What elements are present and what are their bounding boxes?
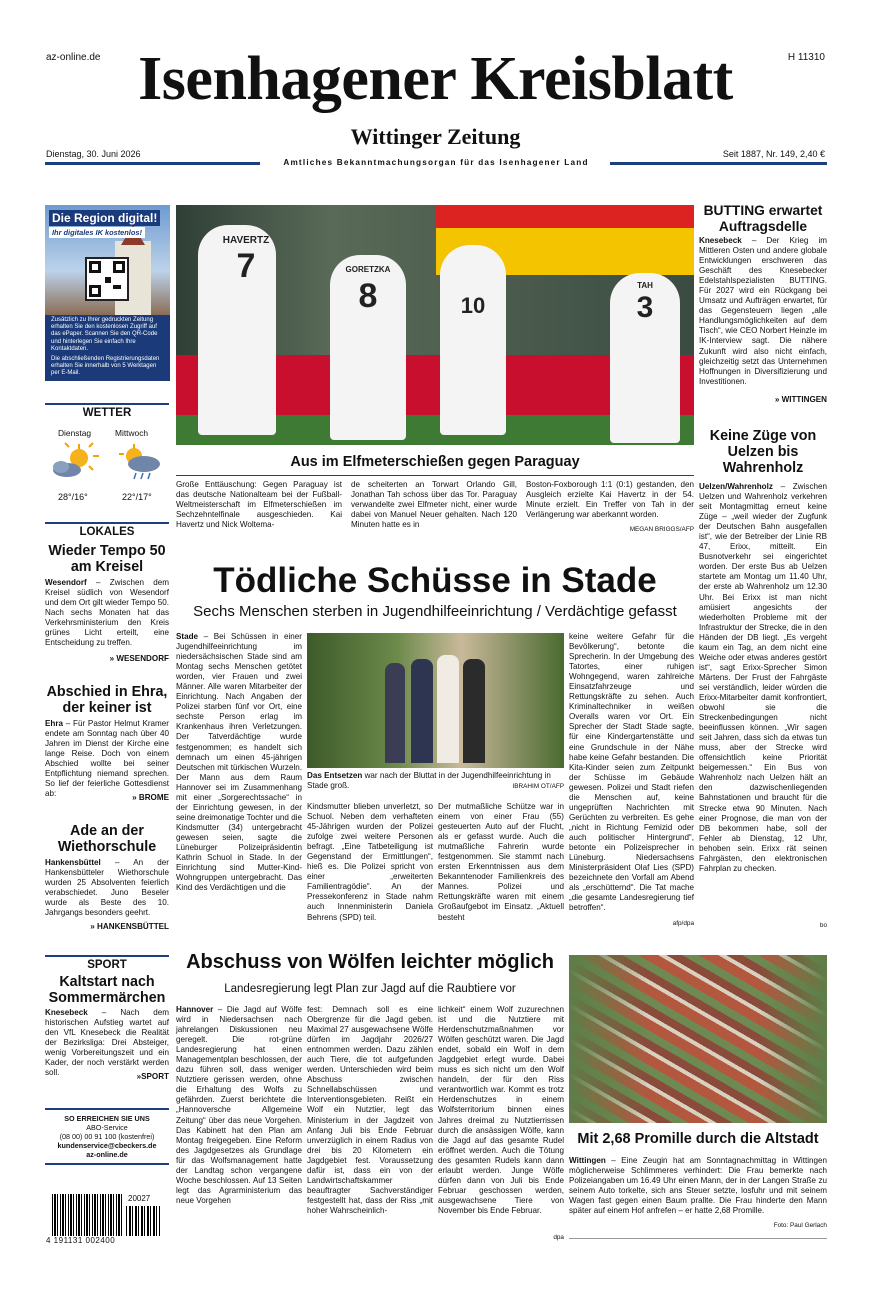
lokales-a3-title[interactable]: Ade an der Wiethorschule — [57, 823, 157, 855]
lokales-a1-body: Wesendorf – Zwischen dem Kreisel südlich von Wesendorf und dem Ort gilt wieder Tempo 50. Nach sechs Monaten hat das Verkehrsministerium den Kreis grünes Licht erteilt, eine Entscheidung zu treffen. — [45, 578, 169, 648]
lead-subheadline: Sechs Menschen sterben in Jugendhilfeeinrichtung / Verdächtige gefasst — [193, 603, 677, 620]
masthead-rule-left — [45, 162, 260, 165]
contact-phone[interactable]: (08 00) 00 91 100 (kostenfrei) — [59, 1132, 155, 1141]
right-a2-credit: bo — [819, 922, 827, 929]
jersey-number-3: 10 — [460, 293, 486, 318]
wolf-credit: dpa — [553, 1234, 564, 1241]
right-a2-title[interactable]: Keine Züge von Uelzen bis Wahrenholz — [709, 428, 817, 476]
barcode-issue: 20027 — [128, 1194, 151, 1203]
jersey-name-4: TAH — [637, 281, 653, 290]
lokales-a2-title[interactable]: Abschied in Ehra, der keiner ist — [46, 684, 168, 716]
stade-photo-credit: IBRAHIM OT/AFP — [512, 783, 564, 790]
promo-title: Die Region digital! — [49, 210, 160, 226]
contact-email[interactable]: kundenservice@cbeckers.de — [57, 1141, 157, 1150]
top-col3: Boston-Foxborough 1:1 (0:1) gestanden, den Ausgleich erzielte Kai Havertz in der 54. Minute erzielt. Ein Treffer von Tah in der Verlängerung war aberkannt worden. — [526, 480, 694, 520]
jersey-name-2: GORETZKA — [345, 265, 391, 274]
issue-date: Dienstag, 30. Juni 2026 — [46, 149, 141, 159]
partly-sunny-icon — [45, 442, 105, 482]
lokales-heading: LOKALES — [45, 522, 169, 538]
alt-credit: Foto: Paul Gerlach — [773, 1222, 827, 1229]
promo-text-1: Zusätzlich zu Ihrer gedruckten Zeitung erhalten Sie den kostenlosen Zugriff auf das ePaper. Scannen Sie den QR-Code und hinterlegen Sie einfach Ihre Kontaktdaten. — [51, 317, 158, 352]
jersey-number-2: 8 — [358, 277, 378, 315]
top-headline[interactable]: Aus im Elfmeterschießen gegen Paraguay — [290, 454, 580, 470]
site-url[interactable]: az-online.de — [46, 52, 101, 63]
right-a1-title[interactable]: BUTTING erwartet Auftragsdelle — [703, 203, 823, 234]
right-a1-body: Knesebeck – Der Krieg im Mittleren Osten und andere globale Entwicklungen erschweren das Geschäft des Knesebecker Edelstahlspezialisten BUTTING. Für 2027 wird ein Rückgang bei Umsatz und Aufträgen erwartet, für das Gegensteuern liegen „alle Handlungsmöglichkeiten auf dem Tisch“, wie CEO Norbert Heinzle im IK-Interview sagt. Die nähere Zukunft wird also nicht einfach, gleichzeitig setzt das Unternehmen Hoffnungen in Diversifizierung und Investitionen. — [699, 236, 827, 386]
lokales-a1-ref[interactable]: » WESENDORF — [109, 654, 169, 663]
lokales-a3-body: Hankensbüttel – An der Hankensbütteler Wiethorschule wurden 25 Absolventen feierlich verabschiedet. Juno Beseler wurde als Beste des 10. Jahrgangs besonders geehrt. — [45, 858, 169, 918]
sport-body: Knesebeck – Nach dem historischen Aufstieg wartet auf den VfL Knesebeck die Realität der Bezirksliga: Drei Absteiger, wenig Vorbereitungszeit und ein Kader, der noch verstärkt werden soll. — [45, 1008, 169, 1078]
sport-heading: SPORT — [45, 955, 169, 971]
weather-heading: WETTER — [45, 403, 169, 419]
top-col2: de scheiterten an Torwart Orlando Gill, Jonathan Tah schoss über das Tor. Paraguay verwandelte zwei Elfmeter nicht, einer wurde dabei von Manuel Neuer gehalten. Nach 120 Minuten hatte es in — [351, 480, 517, 530]
contact-abo: ABO-Service — [86, 1123, 128, 1132]
barcode-addon — [126, 1206, 160, 1236]
contact-heading: SO ERREICHEN SIE UNS — [64, 1114, 150, 1123]
contact-web[interactable]: az-online.de — [86, 1150, 128, 1159]
barcode-number: 4 191131 002400 — [46, 1236, 116, 1245]
lokales-a2-body: Ehra – Für Pastor Helmut Kramer endete am Sonntag nach über 40 Jahren im Dienst der Kirche eine lange Reise. Doch von einem Abschied wollte bei seiner Entpflichtung niemand sprechen. So lief der feierliche Gottesdienst ab: — [45, 719, 169, 799]
aerial-town-photo — [569, 955, 827, 1123]
showers-icon — [108, 442, 168, 482]
lead-col3: Der mutmaßliche Schütze war in einem von einer Frau (55) gesteuerten Auto auf der Flucht, als er gefasst wurde. Auch die mutmaßliche Fahrerin wurde festgenommen. Sie stammt nach ersten Erkenntnissen aus dem Bekanntenoder Familienkreis des Mannes. Polizei und Rettungskräfte waren mit einem Großaufgebot im Einsatz. „Aktuell besteht — [438, 802, 564, 922]
top-rule — [176, 475, 694, 476]
right-a2-body: Uelzen/Wahrenholz – Zwischen Uelzen und Wahrenholz verkehren seit Montagmittag erneut keine Züge – „weil wieder der Zugfunk der Deutschen Bahn ausgefallen ist“, wie der Betreiber der Linie RB 47, Erixx, mitteilt. Ein Busnotverkehr sei eingerichtet worden. Der erste Bus ab Uelzen startete am Montag um 11.40 Uhr, der erste ab Wahrenholz um 12.30 Uhr. Bei Erixx ist man nicht amüsiert angesichts der wiederholten Probleme mit der Infrastruktur der Strecke, die in den Händen der DB liegt. „Es vergeht kaum ein Tag, an dem nicht eine Weiche oder etwas anderes gestört ist“, sagt Erixx-Sprecher Simon Märtens. Der Frust der Fahrgäste sei verständlich, leider würden die Erixx-Mitarbeiter damit konfrontiert, obwohl sie die Streckenbedingungen nicht beeinflussen können. „Wir sagen seit Jahren, dass sich da etwas tun muss, aber der Strecke wird offensichtlich keine Priorität beigemessen.“ Ein Bus von Wahrenholz nach Uelzen hält an den dazwischenliegenden Bahnstationen und braucht für die Strecke etwa 90 Minuten. Nach einer Prognose, die man von der DB bekommen habe, soll der Fehler ab Dienstag, 12 Uhr, behoben sein. Erixx rät seinen Fahrgästen, den elektronischen Fahrplan zu checken. — [699, 482, 827, 873]
issue-code: H 11310 — [787, 52, 825, 63]
alt-headline[interactable]: Mit 2,68 Promille durch die Altstadt — [577, 1131, 819, 1147]
lokales-a1-title[interactable]: Wieder Tempo 50 am Kreisel — [48, 543, 166, 575]
masthead-tagline: Amtliches Bekanntmachungsorgan für das Isenhagener Land — [283, 158, 589, 167]
alt-body: Wittingen – Eine Zeugin hat am Sonntagnachmittag in Wittingen möglicherweise Schlimmeres verhindert: Die Frau bemerkte nach Polizeiangaben um 16.49 Uhr einen Mann, der in der Langen Straße zu seinem Auto torkelte, sich ans Steuer setzte, losfuhr und mit seinem Wagen fast gegen einen Baum prallte. Die Frau hinderte den Mann später auf einem Hof anfrefen – er hatte 2,68 Promille. — [569, 1156, 827, 1216]
wolf-col2: fest: Demnach soll es eine Obergrenze für die Jagd geben. Maximal 27 ausgewachsene Wölfe dürfen im Jagdjahr 2026/27 entnommen werden. Dazu zählen auch Tiere, die tot aufgefunden werden. Unterschieden wird beim Abschuss zwischen Schnellabschüssen und Interventionsgebieten. Reißt ein Wolf ein Nutztier, legt das Ministerium in der Jagdzeit von Anfang Juli bis Ende Februar unverzüglich in einem Radius von drei bis 20 Kilometern ein Jagdgebiet fest. Voraussetzung dafür ist, dass ein von der Landwirtschaftskammer beauftragter Sachverständiger festgestellt hat, dass der Riss „mit hoher Wahrscheinlich- — [307, 1005, 433, 1215]
right-a1-ref[interactable]: » WITTINGEN — [774, 395, 827, 404]
masthead-rule-right — [610, 162, 827, 165]
lead-col1: Stade – Bei Schüssen in einer Jugendhilfeeinrichtung im niedersächsischen Stade sind am Montag sechs Menschen getötet worden, vier Frauen und zwei Männer. Alle waren Mitarbeiter der Einrichtung. Nach Angaben der Polizei starben fünf vor Ort, eine sechste Person erlag im Krankenhaus ihren Verletzungen. Der Tatverdächtige wurde festgenommen; es handelt sich demnach um einen 45-jährigen Deutschen mit türkischen Wurzeln. Der Mann aus dem Raum Hannover sei im Zusammenhang mit einer „Sorgerechtssache“ in der Einrichtung gewesen, in der seine dreimonatige Tochter und die Kindsmutter (34) untergebracht gewesen seien, sagte die Lüneburger Polizeipräsidentin Kathrin Schuol in Stade. In der Einrichtung sind Mutter-Kind-Wohngruppen untergebracht. Das Kind des Verdächtigen und die — [176, 632, 302, 893]
weather-day2: Mittwoch — [115, 428, 149, 438]
epaper-promo[interactable] — [45, 205, 170, 381]
issue-edition: Seit 1887, Nr. 149, 2,40 € — [722, 149, 825, 159]
lokales-a3-ref[interactable]: » HANKENSBÜTTEL — [90, 922, 169, 931]
jersey-number-4: 3 — [636, 291, 654, 324]
promo-text-2: Die abschließenden Registrierungsdaten erhalten Sie innerhalb von 5 Werktagen per E-Mail. — [51, 356, 160, 377]
bottom-rule — [569, 1238, 827, 1239]
top-col1: Große Enttäuschung: Gegen Paraguay ist das deutsche Nationalteam bei der Fußball-Weltmeisterschaft im Elfmeterschießen im Sechzehntelfinale ausgeschieden. Kai Havertz und Nick Woltema- — [176, 480, 342, 530]
masthead-title: Isenhagener Kreisblatt — [138, 45, 733, 113]
wolf-subheadline: Landesregierung legt Plan zur Jagd auf die Raubtiere vor — [224, 983, 516, 995]
weather-temp1: 28°/16° — [58, 492, 88, 502]
barcode-main — [52, 1194, 122, 1236]
jersey-name-1: HAVERTZ — [222, 235, 270, 246]
stade-photo — [307, 633, 564, 768]
football-photo — [176, 205, 694, 445]
wolf-col3: lichkeit“ einem Wolf zuzurechnen ist und die Nutztiere mit Herdenschutzmaßnahmen vor Wölfen geschützt waren. Die Jagd endet, sobald ein Wolf in dem Jagdgebiet erlegt wurde. Dabei muss es sich nicht um den Wolf handeln, der für den Riss verantwortlich war. Kommt es trotz Herdenschutzes in einem Wolfsterritorium binnen eines Jahres dreimal zu Nutztierrissen durch die ansässigen Wölfe, kann die Jagd auf das gesamte Rudel eröffnet werden. Auch die Tötung des gesamten Rudels kann dann erlaubt werden. Junge Wölfe dürfen dann von Juli bis Ende Februar geschossen werden, ausgewachsene Tiere von November bis Ende Februar. — [438, 1005, 564, 1215]
jersey-number-1: 7 — [236, 247, 256, 285]
lead-col4: keine weitere Gefahr für die Bevölkerung“, betonte die Sprecherin. In der Umgebung des Tatortes, einer ruhigen Wohngegend, waren zahlreiche Einsatzfahrzeuge und Rettungskräfte zu sehen. Auch Kriminaltechniker in weißen Overalls waren vor Ort. Ein Sprecher der Stadt Stade sagte, für eine Kindergartenstätte und eine Grundschule in der Nähe habe keine Gefahr bestanden. Die Kita-Kinder seien zum Zeitpunkt der Schüsse im Gebäude gewesen. Polizei und Stadt riefen die Menschen auf, keine ungeprüften Nachrichten mit Gerüchten zu verbreiten. Es gehe „nicht in Richtung Femizid oder auch politischer Hintergrund“, betonte ein Polizeisprecher in Lüneburg. Niedersachsens Ministerpräsident Olaf Lies (SPD) bezeichnete den Vorfall am Abend als „erschütternd“. Die Tat mache „die gesamte Landesregierung tief betroffen“. — [569, 632, 694, 913]
lead-headline[interactable]: Tödliche Schüsse in Stade — [213, 561, 657, 600]
weather-day1: Dienstag — [58, 428, 92, 438]
weather-temp2: 22°/17° — [122, 492, 152, 502]
wolf-col1: Hannover – Die Jagd auf Wölfe wird in Niedersachsen nach jahrelangen Diskussionen neu geregelt. Die rot-grüne Landesregierung hat einen Managementplan beschlossen, der dazu führen soll, dass weniger Nutztiere gerissen werden, ohne die Erhaltung des Wolfs zu gefährden. Zuerst berichtete die „Hannoversche Allgemeine Zeitung“ über das neue Vorgehen. Das Kabinett hat den Plan am Montag freigegeben. Eine Reform des Jagdgesetzes als Grundlage für das Wolfsmanagement hatte der Landtag schon vergangene Woche beschlossen. Auf 13 Seiten legt das Agrarministerium das neue Vorgehen — [176, 1005, 302, 1205]
stade-caption: Das Entsetzen war nach der Bluttat in der Jugendhilfeeinrichtung in Stade groß. — [307, 771, 551, 791]
masthead-subtitle: Wittinger Zeitung — [350, 124, 521, 149]
sport-title[interactable]: Kaltstart nach Sommermärchen — [48, 974, 166, 1006]
lokales-a2-ref[interactable]: » BROME — [132, 793, 169, 802]
promo-subtitle: Ihr digitales IK kostenlos! — [49, 227, 145, 238]
lead-credit: afp/dpa — [672, 920, 694, 927]
wolf-headline[interactable]: Abschuss von Wölfen leichter möglich — [186, 951, 554, 973]
top-photo-credit: MEGAN BRIGGS/AFP — [629, 526, 694, 533]
sport-ref[interactable]: »SPORT — [136, 1072, 169, 1081]
qr-code-icon[interactable] — [85, 257, 129, 301]
contact-box — [45, 1108, 169, 1165]
lead-col2: Kindsmutter blieben unverletzt, so Schuol. Neben dem verhafteten 45-Jährigen wurden der Polizei zufolge zwei weitere Personen befragt. „Eine Tatbeteiligung ist Gegenstand der Ermittlungen“, hieß es. Die Polizei spricht von einer „erweiterten Familientragödie“. An der Pressekonferenz in Stade nahm auch Innenministerin Daniela Behrens (SPD) teil. — [307, 802, 433, 922]
